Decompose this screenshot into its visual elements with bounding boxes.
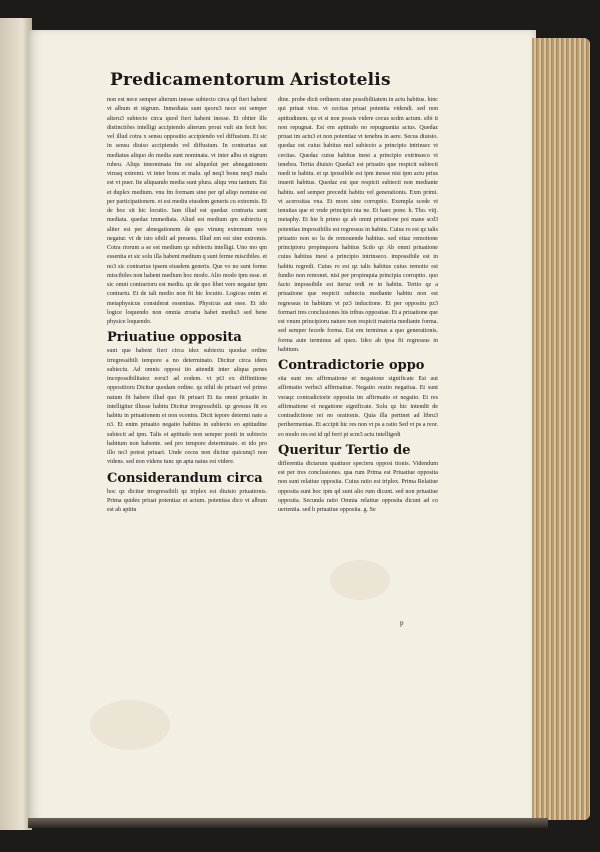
page-block-edge <box>532 38 590 820</box>
section-heading: Considerandum circa <box>107 470 263 486</box>
signature-mark: p <box>400 619 404 627</box>
paragraph: differentia dictarum quattuor specieru opposi tionis. Videndum est per tres conclusiones. qua rum Prima est Priuatiue opposita non sunt relatiue opposita. Cuius ratio est triplex. Prima Relatiue opposita sunt hoc ipm qd sunt alio rum dicunt. sed non priuatiue opposita. Secunda ratio Omnia relatiue opposita dicunt ad co uertentia. sed h priuatiue opposita. g. Se <box>278 460 438 513</box>
paragraph: sita sunt res affirmatione et negatione significate Est aut affirmatio verbu3 affirmatiue. Negatio oratio negatiua. Et sunt vsraqz contradictorie opposita tm affirmatio et negatio. Et res affirmatione et negatione significate. Solu qz hic intendit de contradictione rei no orationis. Quia illa pertinet ad libru3 perihermenias. Et accipit hic res non vt ps a ratio Sed vt ps a reor. eo modo res est id qd ferri pt scm3 actu intelligedi <box>278 376 438 438</box>
paper-stain <box>330 560 390 600</box>
right-text-column <box>278 96 438 515</box>
paragraph: dine. probe dicit ordinem sine possibilitatem in actu habitus. hinc qui priuat visu. vt cecitas priuat potentia videndi. sed non aptitudinem. qz et si non possis videre cecus scdm actum. sibi ti non repugnat. Est em aptitudo no repugnantia actus. Quedaz priuat tm actu3 et non potentiaz vt tenebra in aere. Secus diuisio. quedaz est cuius habitus mel subiecto a principio intrinsec vt cecitas. Quedaz cuius habitus inest a principio extrinseco vt tenebra. Tertia diuisio Queda3 est priuatio que respicit subiecti medi te habitu. et qz ipossibile est ipm inesse nisi ipm actu prius inuerit habitus. Quedaz est que respicit subiecti non mediante habitu. sed semper precedit habitu vel generationis. Exm primi. vt acerositas vna. Et mors sine corruptio. Exempla scede vt tenuitas que et vnde principio nta ne. Et haec pone. h. Tho. viij. metaphy. Et hie h primo qz ab omni priuatione poi mane scd3 potentias impossibilis est regressus in habitu. Cuius ro est qz talis priuatio non so lu de remouende habitus. sed etiaz remotione principioru propinquoru habitus Scdo qz Ab omni priuatione cuius habitus inest a principio intrinseco. impossibile est in habitu regredi. Cuius ro est qz talis habitus cuius remotio est fundio non remonet. nisi per propinquia principia corruptio. quo facto impossibile est iteruz redi re in habitu. Tertio qz a priuatione que respicit subiectu mediante habitu non est regressus in habitum vt pz3 inductione. Et per oppositu pz3 formari tres conclusiones his tribus oppositae. Et a priuatione que est vnum principioru nature non respicit materia mediante forma. sed semper fecede forma. Est em terminus a quo generationis. forma aute terminus ad quez. Ideo ab ipsa fit regressus in habitum. <box>278 97 438 353</box>
paragraph: hoc qz dicitur irregressibili qz triplex est diuisio priuationis. Prima quidez priuat potentiaz et actum. potentias dico vt album est ab aptitu <box>107 488 267 513</box>
paragraph: sunt que habent fieri circa idez subiectu quodaz ordine irregressibili tempore a no determinato. Dicitur circa idem subiectu. Ad omnis opposi tio attendit inter aliqua penes incopossibilitatez eoru3 ad eodem. vt pt3 ex diffinitione oppositioru Dicitur quodam ordine. qz nihil de priuari vel primo natum fit habere illud quo fit priuari Et ita omni priuatio in intelligitur illusse habitu Dicitur irregressibili. qz gressus fit ex habitu in priuationem et non econtra. Dicit tepore determi nato a n3. Et enim priuatio negatio habitus in subiecto eo aptitudine subiecti ad ipm. Talis et aptitudo non semper ponit in subiecto habitum non habente. sed pro tempore determinato. et ido pro illo no3 potest priuari. Unde cecus non dicitur quicunq3 non videns. sed non videns tunc qn apta natus est videre. <box>107 348 267 466</box>
section-heading: Contradictorie oppo <box>278 358 425 373</box>
running-head-right: Aristotelis <box>290 70 391 90</box>
paper-stain <box>90 700 170 750</box>
paragraph: non est nece semper alterum inesse subiecto circa qd fieri habent vt album et nigrum. Inmediata sunt quoru3 nece est semper alteru3 subiecto circa quod fieri habent inesse. Et obiter ille distinctiões intelligi accipiendo alterum prout vult sin fecit hoc vel illud cotra x sensu oppositio accipiendo vel diffusium. Et sic in sensu diuiso accipiendo vel diffusium. In contrarius sut mediatus aliquo do media sunt nominata. vt inter albu et nigrum rubeu. Aliqu innominata fm est aliquolut per abnegationem vtrusq extremi. vt inter bonu et malu. qd neq3 bonu neq3 malu est vt puer. Ite aliquando media sunt plura. aliqu vnu tantum. Est et duplex medium. vnu fm formam sine per qd aliqo nomine est per participationem. et est mediu eiusdem generis cu extremis. Et de hoc sit hic locutio. Iam illud est quedaz contraria sunt mediata. quedaz immediata. Aliud est medium qm subiectu q aliter est per abnegationem de quo vtrunq extremum vere negatur. vt de isto sibili ad presens. Illud em est sine extremis. Cotra riorum a se est medium qz subiectu intelligi. Uno mo qm essentia et sic solu illa habent medium q sunt ferme miscibiles. et no3 sic contrarius ipsem eiusdem generis. Que vo no sunt forme miscibiles non habent medium hoc modo. Alio modo ipm esse. et sic omni contrarioru est mediu. qz de quo libet vere negatur ipm contrariu. Et de tali medio non fit hic locutio. Logicus enim et metaphysicus considerat essentias. Physicus aut esse. Et ido logice loquendo non omnia zrraria habet mediu3 sed bene physice loquendo. <box>107 97 267 325</box>
left-text-column <box>107 96 267 515</box>
binding-shadow <box>28 818 548 828</box>
section-heading: Queritur Tertio de <box>278 442 411 458</box>
running-head-left: Predicamentorum <box>110 70 285 90</box>
section-heading: Priuatiue opposita <box>107 330 242 346</box>
